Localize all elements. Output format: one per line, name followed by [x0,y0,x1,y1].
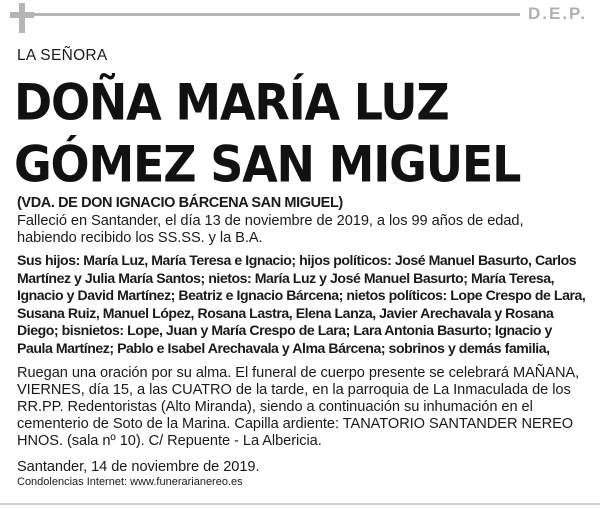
footer-rule [0,503,600,505]
condolences-link[interactable]: Condolencias Internet: www.funerarianereo.es [17,476,243,488]
cross-icon [10,3,34,33]
dep-label: D.E.P. [528,4,587,23]
header-rule [18,13,520,16]
funeral-details: Ruegan una oración por su alma. El funeral de cuerpo presente se celebrará MAÑANA, VIERNES, día 15, a las CUATRO de la tarde, en la parroquia de La Inmaculada de los RR.PP. Redentoristas (Alto Miranda), siendo a continuación su inhumación en el cementerio de Soto de la Marina. Capilla ardiente: TANATORIO SANTANDER NEREO HNOS. (sala nº 10). C/ Repuente - La Albericia. [17,365,580,449]
deceased-name-line1: DOÑA MARÍA LUZ [14,73,449,132]
deceased-name-line2: GÓMEZ SAN MIGUEL [14,135,521,194]
death-statement: Falleció en Santander, el día 13 de noviembre de 2019, a los 99 años de edad, habiendo recibido los SS.SS. y la B.A. [17,213,524,246]
family-list: Sus hijos: María Luz, María Teresa e Ignacio; hijos políticos: José Manuel Basurto, Carlos Martínez y Julia María Santos; nietos: María Luz y José Manuel Basurto; María Teresa, Ignacio y David Martínez; Beatriz e Ignacio Bárcena; nietos políticos: Lope Crespo de Lara, Susana Ruiz, Manuel López, Rosana Lastra, Elena Lanza, Javier Arechavala y Rosana Diego; bisnietos: Lope, Juan y María Crespo de Lara; Lara Antonia Basurto; Ignacio y Paula Martínez; Pablo e Isabel Arechavala y Alma Bárcena; sobrinos y demás familia, [17,252,586,356]
intro-text: LA SEÑORA [17,47,108,64]
widow-subtitle: (VDA. DE DON IGNACIO BÁRCENA SAN MIGUEL) [17,195,343,211]
place-date: Santander, 14 de noviembre de 2019. [17,459,260,475]
